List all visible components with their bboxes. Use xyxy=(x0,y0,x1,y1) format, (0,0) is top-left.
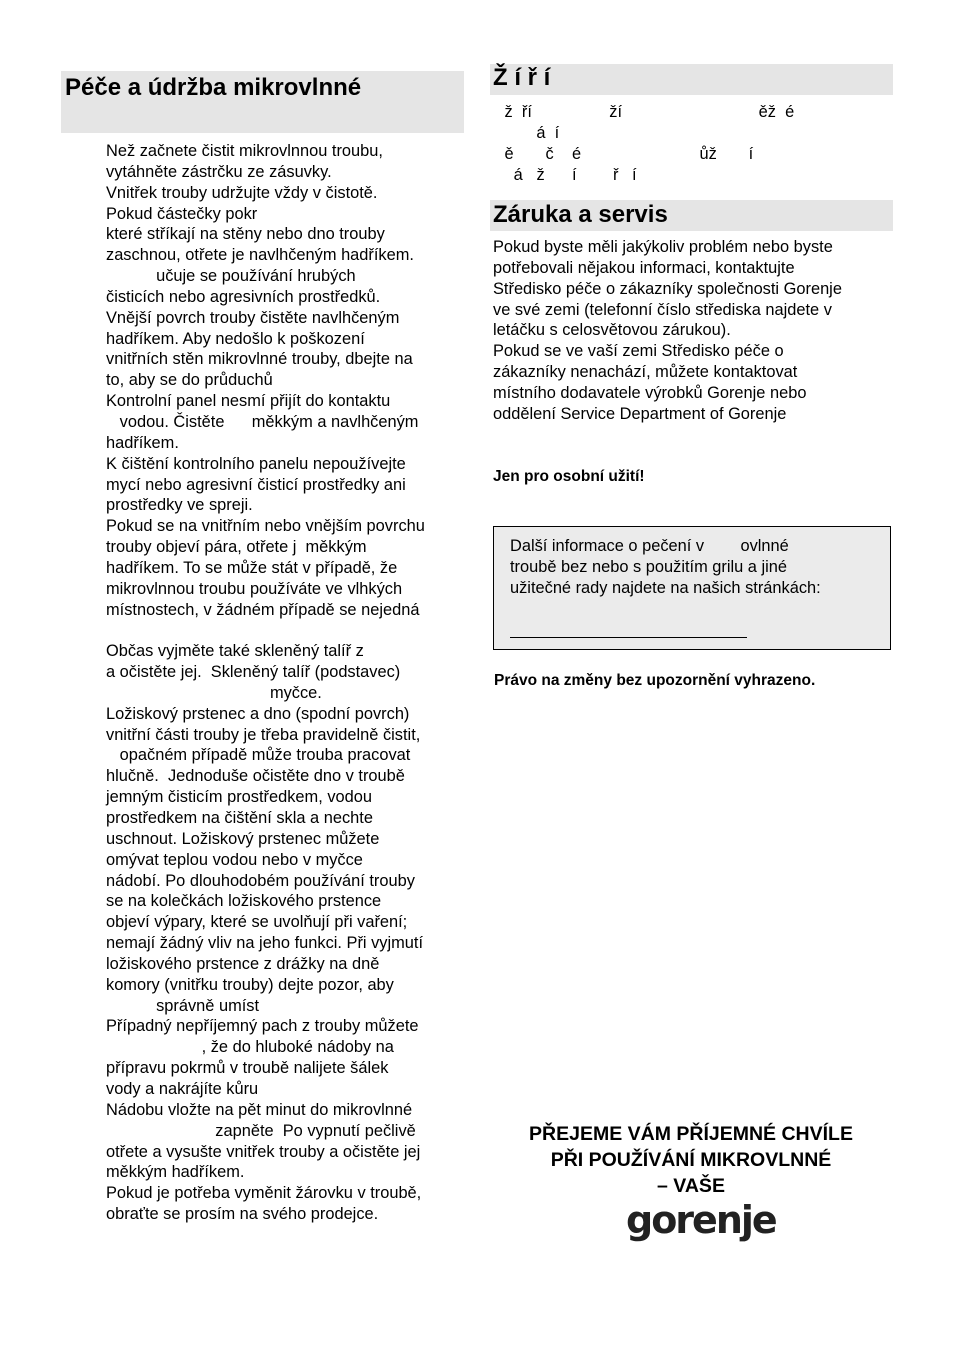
text-line: místnostech, v žádném případě se nejedná xyxy=(106,600,420,619)
gorenje-logo: gorenje xyxy=(626,1198,776,1242)
text-line: , že do hluboké nádoby na xyxy=(106,1038,394,1057)
warranty-heading-bar xyxy=(490,200,893,231)
text-line: zaschnou, otřete je navlhčeným hadříkem. xyxy=(106,246,414,265)
text-line: potřebovali nějakou informaci, kontaktujte xyxy=(493,258,795,277)
info-box-text xyxy=(510,536,821,599)
text-line: Případný nepříjemný pach z trouby můžete xyxy=(106,1017,419,1036)
text-line: učuje se používání hrubých xyxy=(106,267,356,286)
text-line: nemají žádný vliv na jeho funkci. Při vyjmutí xyxy=(106,934,424,953)
text-line: Pokud je potřeba vyměnit žárovku v troubě, xyxy=(106,1184,422,1203)
text-line: které stříkají na stěny nebo dno trouby xyxy=(106,225,385,244)
closing-line-3: – VAŠE xyxy=(657,1175,725,1197)
text-line: Ložiskový prstenec a dno (spodní povrch) xyxy=(106,704,410,723)
text-line: opačném případě může trouba pracovat xyxy=(106,746,411,765)
text-line: Vnitřek trouby udržujte vždy v čistotě. xyxy=(106,183,378,202)
text-line: se na kolečkách ložiskového prstence xyxy=(106,892,382,911)
text-line: přípravu pokrmů v troubě nalijete šálek xyxy=(106,1059,389,1078)
text-line: a očistěte jej. Skleněný talíř (podstavec) xyxy=(106,663,401,682)
text-line: K čištění kontrolního panelu nepoužívejte xyxy=(106,454,406,473)
text-line: hadříkem. xyxy=(106,433,179,452)
closing-line-2: PŘI POUŽÍVÁNÍ MIKROVLNNÉ xyxy=(550,1149,832,1171)
text-line: to, aby se do průduchů xyxy=(106,371,273,390)
care-maintenance-text xyxy=(106,141,464,1225)
text-line: Vnější povrch trouby čistěte navlhčeným xyxy=(106,308,400,327)
text-line: mikrovlnnou troubu používáte ve vlhkých xyxy=(106,579,403,598)
text-line: zapněte Po vypnutí pečlivě xyxy=(106,1121,416,1140)
text-line: Středisko péče o zákazníky společnosti Gorenje xyxy=(493,279,842,298)
closing-message xyxy=(491,1121,891,1199)
text-line: místního dodavatele výrobků Gorenje nebo xyxy=(493,383,807,402)
text-line: vodou. Čistěte měkkým a navlhčeným xyxy=(106,412,419,431)
text-line: ž ří ží ěž é xyxy=(500,103,795,121)
text-line: hadříkem. Aby nedošlo k poškození xyxy=(106,329,365,348)
text-line: troubě bez nebo s použitím grilu a jiné xyxy=(510,557,787,576)
text-line: á ž í ř í xyxy=(500,165,637,184)
text-line: Občas vyjměte také skleněný talíř z xyxy=(106,642,364,661)
environment-text xyxy=(500,102,890,185)
text-line: správně umíst xyxy=(106,996,260,1015)
website-blank-line xyxy=(510,637,747,638)
environment-heading: Ž í ř í xyxy=(493,64,551,91)
warranty-text xyxy=(493,237,893,425)
text-line: hlučně. Jednoduše očistěte dno v troubě xyxy=(106,767,405,786)
text-line: uschnout. Ložiskový prstenec můžete xyxy=(106,829,380,848)
text-line: hadříkem. To se může stát v případě, že xyxy=(106,558,398,577)
text-line: otřete a vysušte vnitřek trouby a očistěte jej xyxy=(106,1142,421,1161)
closing-line-1: PŘEJEME VÁM PŘÍJEMNÉ CHVÍLE xyxy=(529,1123,853,1145)
text-line: čisticích nebo agresivních prostředků. xyxy=(106,287,381,306)
text-line: Pokud se ve vaší zemi Středisko péče o xyxy=(493,342,784,361)
text-line: měkkým hadříkem. xyxy=(106,1163,245,1182)
environment-heading-bar xyxy=(490,64,893,95)
text-line: mycí nebo agresivní čisticí prostředky ani xyxy=(106,475,406,494)
text-line: vnitřní části trouby je třeba pravidelně čistit, xyxy=(106,725,421,744)
text-line: Nádobu vložte na pět minut do mikrovlnné xyxy=(106,1100,413,1119)
text-line: Než začnete čistit mikrovlnnou troubu, xyxy=(106,142,383,160)
text-line: Kontrolní panel nesmí přijít do kontaktu xyxy=(106,392,391,411)
text-line: prostředky ve spreji. xyxy=(106,496,253,515)
text-line: ložiskového prstence z drážky na dně xyxy=(106,954,380,973)
personal-use-note: Jen pro osobní užití! xyxy=(493,468,645,485)
text-line: Pokud byste měli jakýkoliv problém nebo byste xyxy=(493,238,833,256)
text-line: obraťte se prosím na svého prodejce. xyxy=(106,1205,379,1224)
text-line: nádobí. Po dlouhodobém používání trouby xyxy=(106,871,415,890)
care-maintenance-heading: Péče a údržba mikrovlnné xyxy=(65,74,362,101)
text-line: Další informace o pečení v ovlnné xyxy=(510,537,789,555)
text-line: jemným čisticím prostředkem, vodou xyxy=(106,788,372,807)
text-line: komory (vnitřku trouby) dejte pozor, aby xyxy=(106,975,394,994)
text-line: vytáhněte zástrčku ze zásuvky. xyxy=(106,162,332,181)
text-line: zákazníky nenachází, můžete kontaktovat xyxy=(493,363,798,382)
text-line: ě č é ůž í xyxy=(500,144,754,163)
text-line: vody a nakrájíte kůru xyxy=(106,1079,259,1098)
info-box xyxy=(493,526,891,650)
text-line xyxy=(106,620,464,641)
text-line: myčce. xyxy=(106,683,322,702)
text-line: á í xyxy=(500,123,560,142)
text-line: Pokud se na vnitřním nebo vnějším povrchu xyxy=(106,517,425,536)
text-line: letáčku s celosvětovou zárukou). xyxy=(493,321,731,340)
text-line: trouby objeví pára, otřete j měkkým xyxy=(106,538,367,557)
text-line: vnitřních stěn mikrovlnné trouby, dbejte na xyxy=(106,350,413,369)
text-line: ve své zemi (telefonní číslo střediska najdete v xyxy=(493,300,832,319)
care-maintenance-heading-bar xyxy=(61,71,464,133)
rights-reserved-note: Právo na změny bez upozornění vyhrazeno. xyxy=(494,672,816,689)
text-line: Pokud částečky pokr xyxy=(106,204,258,223)
text-line: užitečné rady najdete na našich stránkách: xyxy=(510,578,821,597)
text-line: objeví výpary, které se uvolňují při vaření; xyxy=(106,913,408,932)
warranty-heading: Záruka a servis xyxy=(493,201,668,228)
text-line: oddělení Service Department of Gorenje xyxy=(493,404,787,423)
text-line: prostředkem na čištění skla a nechte xyxy=(106,809,373,827)
text-line: omývat teplou vodou nebo v myčce xyxy=(106,850,363,869)
